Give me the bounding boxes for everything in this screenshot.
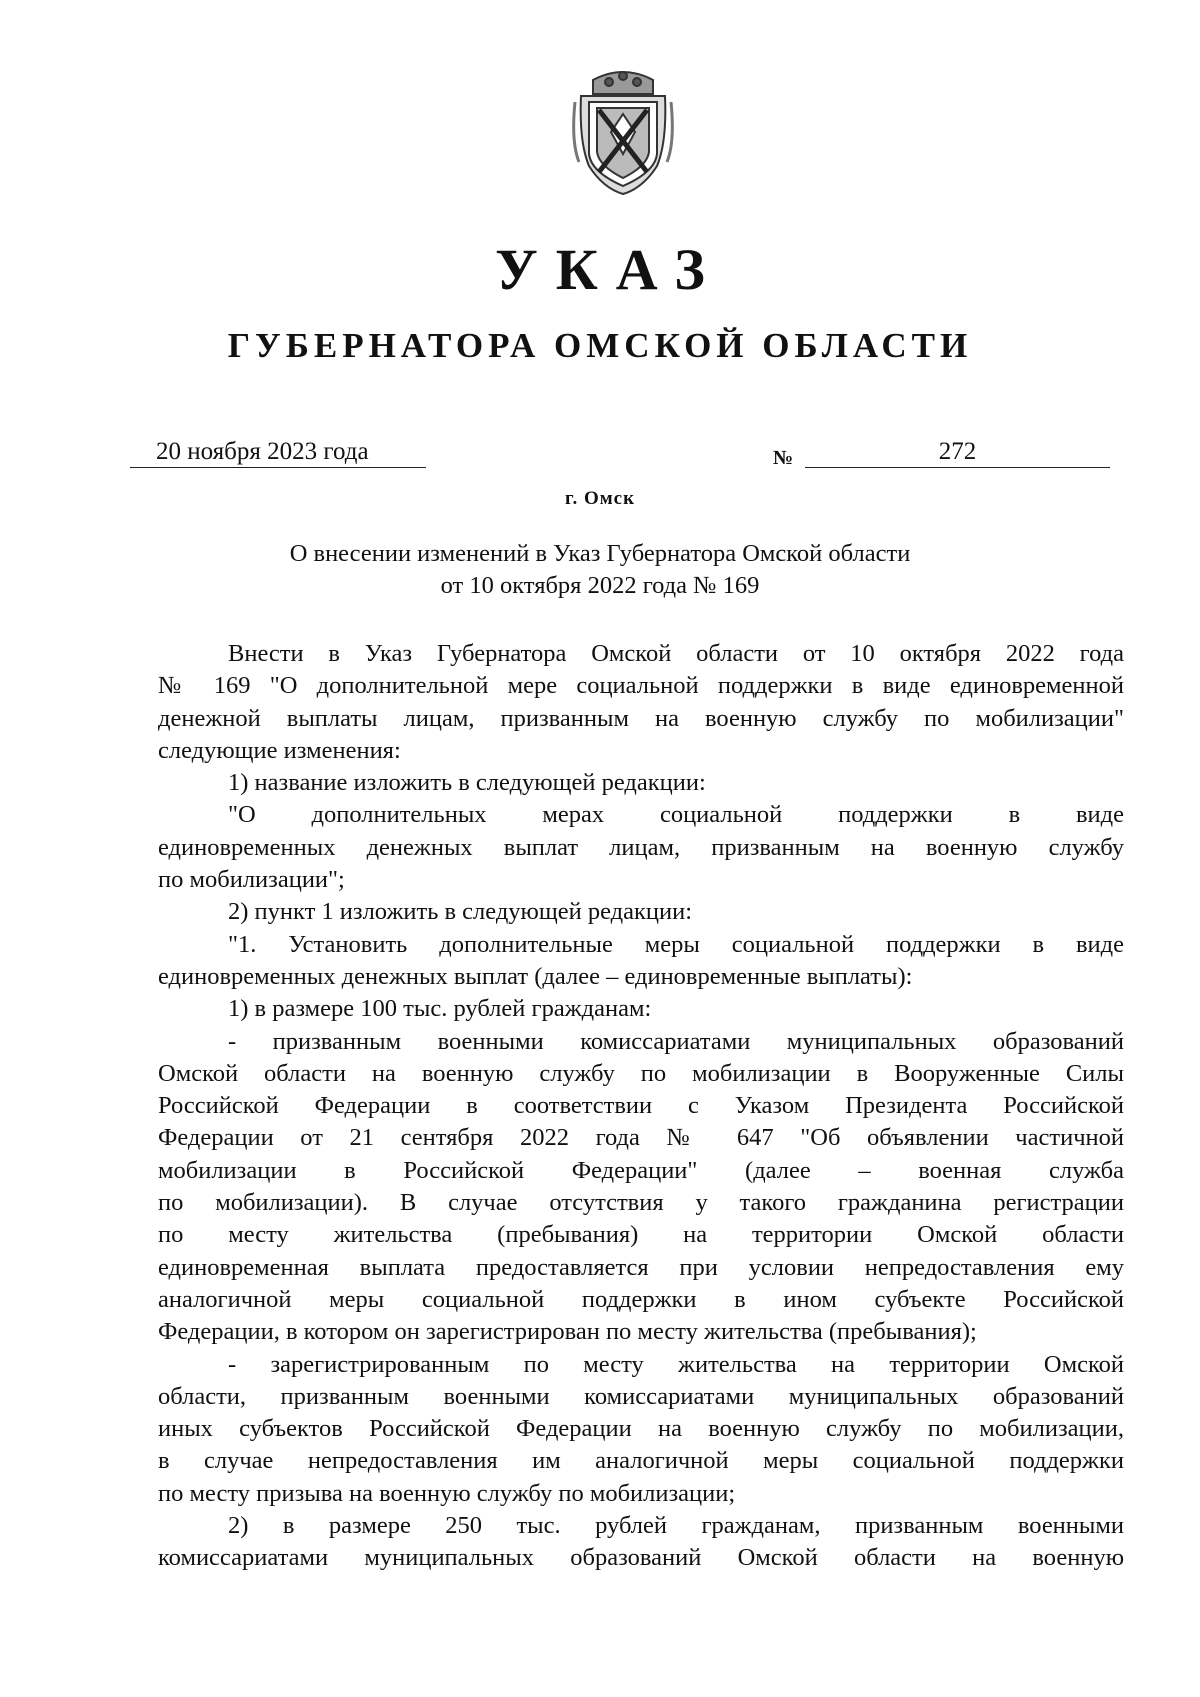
body-line: Федерации, в котором он зарегистрирован по месту жительства (пребывания); [158, 1318, 977, 1346]
body-line: "1. Установить дополнительные меры социальной поддержки в виде [228, 930, 1124, 958]
number-label: № [773, 447, 794, 469]
body-line: "О дополнительных мерах социальной поддержки в виде [228, 801, 1124, 829]
document-heading [160, 538, 1040, 602]
body-line: по мобилизации). В случае отсутствия у такого гражданина регистрации [158, 1189, 1124, 1217]
body-line: - призванным военными комиссариатами муниципальных образований [228, 1027, 1124, 1055]
document-subtitle: ГУБЕРНАТОРА ОМСКОЙ ОБЛАСТИ [227, 326, 973, 365]
body-line: следующие изменения: [158, 736, 401, 764]
coat-of-arms-icon [569, 62, 677, 198]
body-line: по мобилизации"; [158, 866, 345, 894]
body-line: мобилизации в Российской Федерации" (далее – военная служба [158, 1156, 1124, 1184]
body-line: комиссариатами муниципальных образований Омской области на военную [158, 1544, 1124, 1572]
body-line: по месту призыва на военную службу по мобилизации; [158, 1479, 736, 1507]
body-line: области, призванным военными комиссариатами муниципальных образований [158, 1382, 1124, 1410]
heading-line: от 10 октября 2022 года № 169 [440, 572, 760, 599]
document-city: г. Омск [564, 488, 636, 509]
body-line: по месту жительства (пребывания) на территории Омской области [158, 1221, 1124, 1249]
body-line: единовременных денежных выплат лицам, призванным на военную службу [158, 833, 1124, 861]
body-line: иных субъектов Российской Федерации на военную службу по мобилизации, [158, 1415, 1124, 1443]
body-line: Внести в Указ Губернатора Омской области от 10 октября 2022 года [228, 640, 1124, 667]
body-line: 2) пункт 1 изложить в следующей редакции: [228, 898, 693, 926]
body-line: аналогичной меры социальной поддержки в ином субъекте Российской [158, 1285, 1124, 1313]
document-body [158, 638, 1124, 1575]
heading-line: О внесении изменений в Указ Губернатора Омской области [289, 540, 911, 567]
document-title: УКАЗ [495, 237, 723, 302]
body-line: 1) в размере 100 тыс. рублей гражданам: [228, 995, 652, 1023]
body-line: в случае непредоставления им аналогичной меры социальной поддержки [158, 1447, 1124, 1475]
body-line: - зарегистрированным по месту жительства на территории Омской [228, 1350, 1124, 1378]
body-line: № 169 "О дополнительной мере социальной поддержки в виде единовременной [158, 672, 1124, 700]
body-line: 1) название изложить в следующей редакции: [228, 769, 706, 797]
body-line: денежной выплаты лицам, призванным на военную службу по мобилизации" [158, 704, 1124, 732]
body-line: Омской области на военную службу по мобилизации в Вооруженные Силы [158, 1059, 1124, 1087]
document-date: 20 ноября 2023 года [130, 437, 426, 468]
document-number: 272 [805, 437, 1110, 468]
body-line: Российской Федерации в соответствии с Указом Президента Российской [158, 1092, 1124, 1120]
body-line: Федерации от 21 сентября 2022 года № 647 "Об объявлении частичной [158, 1124, 1124, 1152]
body-line: единовременная выплата предоставляется при условии непредоставления ему [158, 1253, 1124, 1281]
body-line: 2) в размере 250 тыс. рублей гражданам, призванным военными [228, 1512, 1124, 1540]
body-line: единовременных денежных выплат (далее – единовременные выплаты): [158, 962, 913, 990]
